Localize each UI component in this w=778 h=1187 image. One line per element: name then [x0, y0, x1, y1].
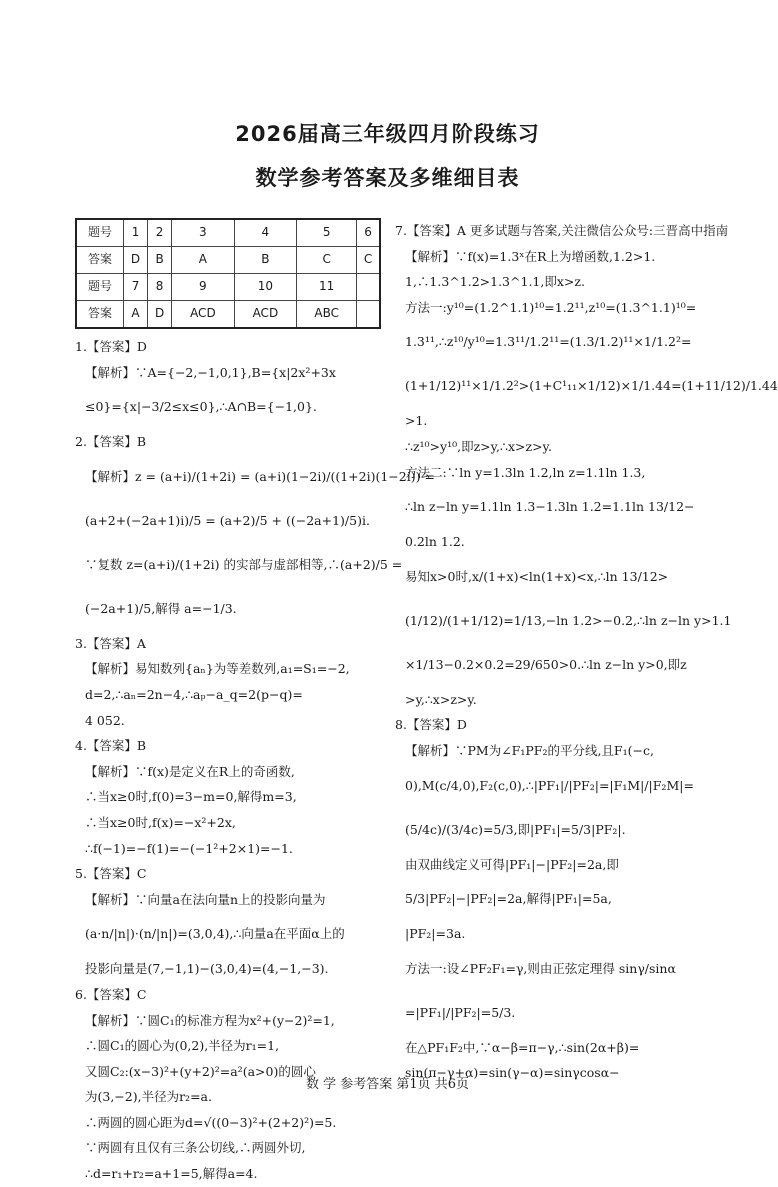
text-line: (a+2+(−2a+1)i)/5 = (a+2)/5 + ((−2a+1)/5)i.: [85, 512, 370, 528]
text-line: (1/12)/(1+1/12)=1/13,−ln 1.2>−0.2,∴ln z−ln y>1.1: [405, 612, 732, 628]
table-cell: ABC: [297, 301, 357, 329]
text-line: 3.【答案】A: [75, 635, 146, 651]
right-column: [395, 218, 778, 1086]
text-line: ∴ln z−ln y=1.1ln 1.3−1.3ln 1.2=1.1ln 13/12−: [405, 499, 695, 515]
table-cell: 题号: [76, 219, 124, 247]
text-line: 4.【答案】B: [75, 738, 147, 754]
text-line: >1.: [405, 413, 428, 429]
text-line: 1,∴1.3^1.2>1.3^1.1,即x>z.: [405, 274, 585, 290]
text-line: 6.【答案】C: [75, 986, 147, 1002]
table-cell: D: [124, 247, 148, 274]
text-line: 【解析】z = (a+i)/(1+2i) = (a+i)(1−2i)/((1+2i)(1−2i)) =: [85, 468, 435, 484]
text-line: ∵复数 z=(a+i)/(1+2i) 的实部与虚部相等,∴(a+2)/5 =: [85, 556, 403, 572]
text-line: 1.3¹¹,∴z¹⁰/y¹⁰=1.3¹¹/1.2¹¹=(1.3/1.2)¹¹×1/1.2²=: [405, 334, 692, 350]
page-footer: 数 学 参考答案 第1页 共6页: [305, 1077, 470, 1092]
text-line: (1+1/12)¹¹×1/1.2²>(1+C¹₁₁×1/12)×1/1.44=(1+11/12)/1.44: [405, 378, 778, 394]
text-line: ∵两圆有且仅有三条公切线,∴两圆外切,: [85, 1140, 306, 1156]
table-cell: [357, 301, 380, 329]
table-cell: C: [297, 247, 357, 274]
table-cell: 7: [124, 274, 148, 301]
table-cell: 11: [297, 274, 357, 301]
table-cell: 题号: [76, 274, 124, 301]
table-cell: 5: [297, 219, 357, 247]
table-cell: 2: [148, 219, 172, 247]
text-line: (−2a+1)/5,解得 a=−1/3.: [85, 600, 237, 616]
text-line: ∴d=r₁+r₂=a+1=5,解得a=4.: [85, 1166, 258, 1182]
table-cell: D: [148, 301, 172, 329]
table-cell: 3: [172, 219, 235, 247]
text-line: 方法一:设∠PF₂F₁=γ,则由正弦定理得 sinγ/sinα: [405, 960, 676, 976]
text-line: 4 052.: [85, 712, 125, 728]
table-cell: B: [148, 247, 172, 274]
text-line: ∴两圆的圆心距为d=√((0−3)²+(2+2)²)=5.: [85, 1114, 337, 1130]
text-line: 易知x>0时,x/(1+x)<ln(1+x)<x,∴ln 13/12>: [405, 568, 669, 584]
text-line: 【解析】∵f(x)=1.3ˣ在R上为增函数,1.2>1.: [405, 248, 656, 264]
document-subtitle: 数学参考答案及多维细目表: [255, 166, 520, 190]
text-line: sin(π−γ+α)=sin(γ−α)=sinγcosα−: [405, 1065, 620, 1081]
table-cell: 答案: [76, 247, 124, 274]
table-row: [76, 301, 380, 329]
text-line: ×1/13−0.2×0.2=29/650>0.∴ln z−ln y>0,即z: [405, 656, 687, 672]
text-line: ∴圆C₁的圆心为(0,2),半径为r₁=1,: [85, 1038, 280, 1054]
table-cell: 10: [234, 274, 297, 301]
text-line: 5.【答案】C: [75, 866, 147, 882]
text-line: 【解析】∵向量a在法向量n上的投影向量为: [85, 891, 326, 907]
table-cell: 4: [234, 219, 297, 247]
table-cell: [357, 274, 380, 301]
table-row: [76, 247, 380, 274]
answer-table: [75, 218, 381, 329]
text-line: (a·n/|n|)·(n/|n|)=(3,0,4),∴向量a在平面α上的: [85, 926, 345, 942]
table-row: [76, 219, 380, 247]
text-line: 【解析】∵f(x)是定义在R上的奇函数,: [85, 763, 295, 779]
table-cell: 9: [172, 274, 235, 301]
text-line: 8.【答案】D: [395, 717, 467, 733]
text-line: d=2,∴aₙ=2n−4,∴aₚ−a_q=2(p−q)=: [85, 686, 303, 702]
text-line: 【解析】∵圆C₁的标准方程为x²+(y−2)²=1,: [85, 1012, 335, 1028]
text-line: 5/3|PF₂|−|PF₂|=2a,解得|PF₁|=5a,: [405, 891, 612, 907]
text-line: 方法一:y¹⁰=(1.2^1.1)¹⁰=1.2¹¹,z¹⁰=(1.3^1.1)¹⁰=: [405, 299, 697, 315]
text-line: 1.【答案】D: [75, 339, 147, 354]
text-line: 投影向量是(7,−1,1)−(3,0,4)=(4,−1,−3).: [85, 961, 329, 977]
text-line: 方法二:∵ln y=1.3ln 1.2,ln z=1.1ln 1.3,: [405, 464, 646, 480]
text-line: 又圆C₂:(x−3)²+(y+2)²=a²(a>0)的圆心: [85, 1063, 316, 1079]
table-cell: 答案: [76, 301, 124, 329]
table-cell: B: [234, 247, 297, 274]
text-line: 由双曲线定义可得|PF₁|−|PF₂|=2a,即: [405, 856, 619, 872]
document-title: 2026届高三年级四月阶段练习: [235, 122, 540, 146]
text-line: (5/4c)/(3/4c)=5/3,即|PF₁|=5/3|PF₂|.: [405, 821, 626, 837]
table-cell: ACD: [172, 301, 235, 329]
text-line: ∴z¹⁰>y¹⁰,即z>y,∴x>z>y.: [405, 438, 552, 454]
text-line: |PF₂|=3a.: [405, 926, 466, 942]
text-line: >y,∴x>z>y.: [405, 691, 477, 707]
table-cell: ACD: [234, 301, 297, 329]
text-line: ≤0}={x|−3/2≤x≤0},∴A∩B={−1,0}.: [85, 399, 317, 415]
table-row: [76, 274, 380, 301]
text-line: ∴当x≥0时,f(x)=−x²+2x,: [85, 814, 236, 830]
table-cell: A: [172, 247, 235, 274]
table-cell: 6: [357, 219, 380, 247]
text-line: 【解析】∵PM为∠F₁PF₂的平分线,且F₁(−c,: [405, 742, 654, 758]
text-line: ∴当x≥0时,f(0)=3−m=0,解得m=3,: [85, 789, 297, 805]
text-line: ∴f(−1)=−f(1)=−(−1²+2×1)=−1.: [85, 840, 293, 856]
table-cell: 1: [124, 219, 148, 247]
text-line: 【解析】∵A={−2,−1,0,1},B={x|2x²+3x: [85, 364, 336, 380]
text-line: 【解析】易知数列{aₙ}为等差数列,a₁=S₁=−2,: [85, 661, 350, 677]
text-line: =|PF₁|/|PF₂|=5/3.: [405, 1004, 516, 1020]
table-cell: 8: [148, 274, 172, 301]
table-cell: C: [357, 247, 380, 274]
table-cell: A: [124, 301, 148, 329]
text-line: 0.2ln 1.2.: [405, 534, 465, 550]
text-line: 在△PF₁F₂中,∵α−β=π−γ,∴sin(2α+β)=: [405, 1039, 640, 1055]
text-line: 2.【答案】B: [75, 434, 147, 450]
text-line: 为(3,−2),半径为r₂=a.: [85, 1089, 212, 1105]
text-line: 7.【答案】A 更多试题与答案,关注微信公众号:三晋高中指南: [395, 223, 729, 238]
text-line: 0),M(c/4,0),F₂(c,0),∴|PF₁|/|PF₂|=|F₁M|/|F₂M|=: [405, 777, 694, 793]
